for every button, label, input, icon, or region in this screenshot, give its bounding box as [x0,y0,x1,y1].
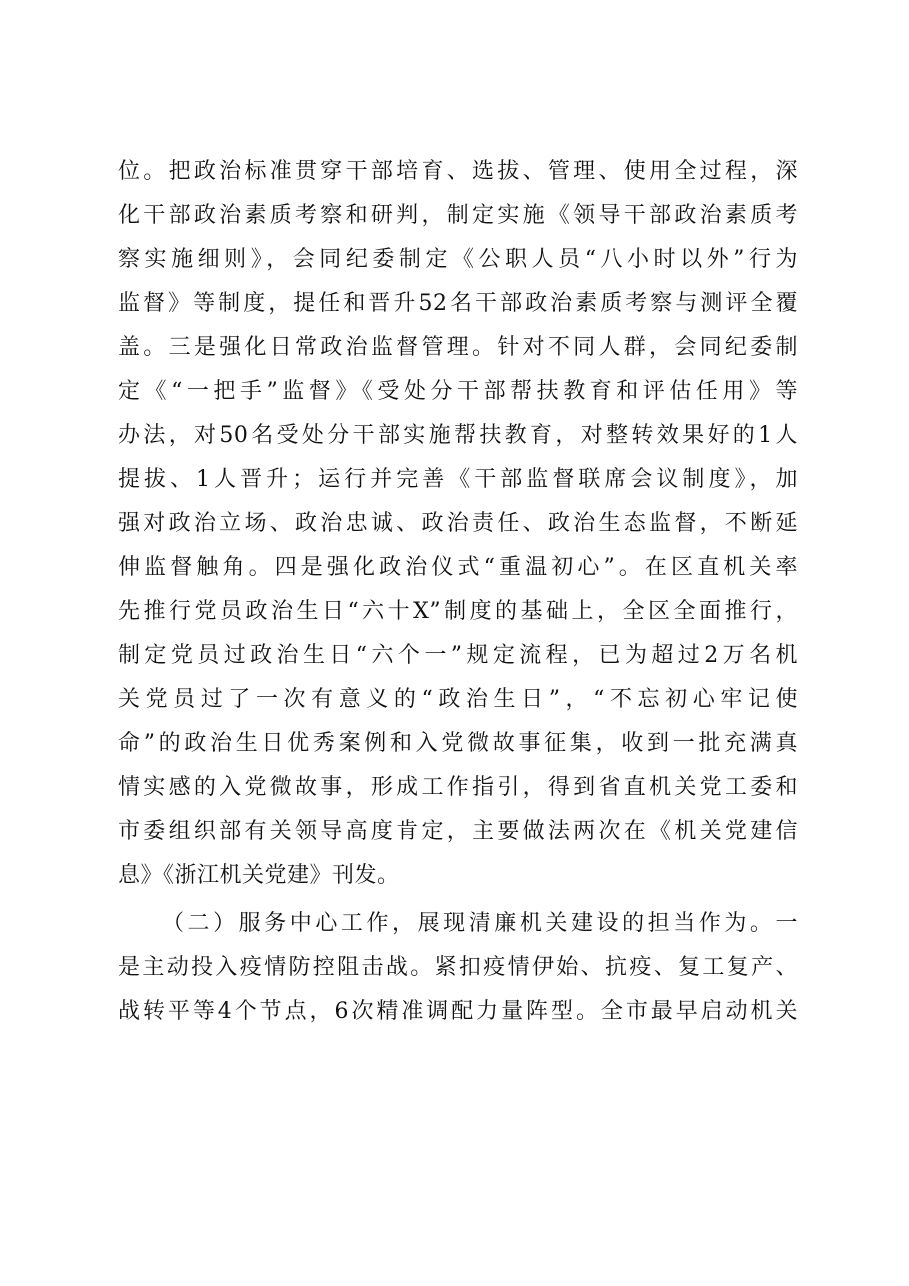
text-line: 市委组织部有关领导高度肯定，主要做法两次在《机关党建信 [118,819,798,844]
text-line: 关党员过了一次有意义的“政治生日”，“不忘初心牢记使 [118,687,798,712]
text-line: 命”的政治生日优秀案例和入党微故事征集，收到一批充满真 [118,731,798,756]
text-line: 盖。三是强化日常政治监督管理。针对不同人群，会同纪委制 [118,335,798,360]
text-line: 战转平等4个节点，6次精准调配力量阵型。全市最早启动机关 [118,999,798,1024]
text-line: 情实感的入党微故事，形成工作指引，得到省直机关党工委和 [118,775,798,800]
text-line: 办法，对50名受处分干部实施帮扶教育，对整转效果好的1人 [118,423,798,448]
text-line: 强对政治立场、政治忠诚、政治责任、政治生态监督，不断延 [118,511,798,536]
text-line: 是主动投入疫情防控阻击战。紧扣疫情伊始、抗疫、复工复产、 [118,955,798,980]
text-line: 化干部政治素质考察和研判，制定实施《领导干部政治素质考 [118,203,798,228]
text-line: 提拔、1人晋升；运行并完善《干部监督联席会议制度》，加 [118,467,798,492]
text-line: 定《“一把手”监督》《受处分干部帮扶教育和评估任用》等 [118,379,798,404]
text-line: 位。把政治标准贯穿干部培育、选拔、管理、使用全过程，深 [118,159,798,184]
text-line: 先推行党员政治生日“六十X”制度的基础上，全区全面推行， [118,599,798,624]
text-line: 察实施细则》，会同纪委制定《公职人员“八小时以外”行为 [118,247,798,272]
section-heading-line: （二）服务中心工作，展现清廉机关建设的担当作为。一 [162,911,798,936]
text-line: 制定党员过政治生日“六个一”规定流程，已为超过2万名机 [118,643,798,668]
text-line: 监督》等制度，提任和晋升52名干部政治素质考察与测评全覆 [118,291,798,316]
paragraph-last-line: 息》《浙江机关党建》刊发。 [118,863,400,888]
text-line: 伸监督触角。四是强化政治仪式“重温初心”。在区直机关率 [118,555,798,580]
